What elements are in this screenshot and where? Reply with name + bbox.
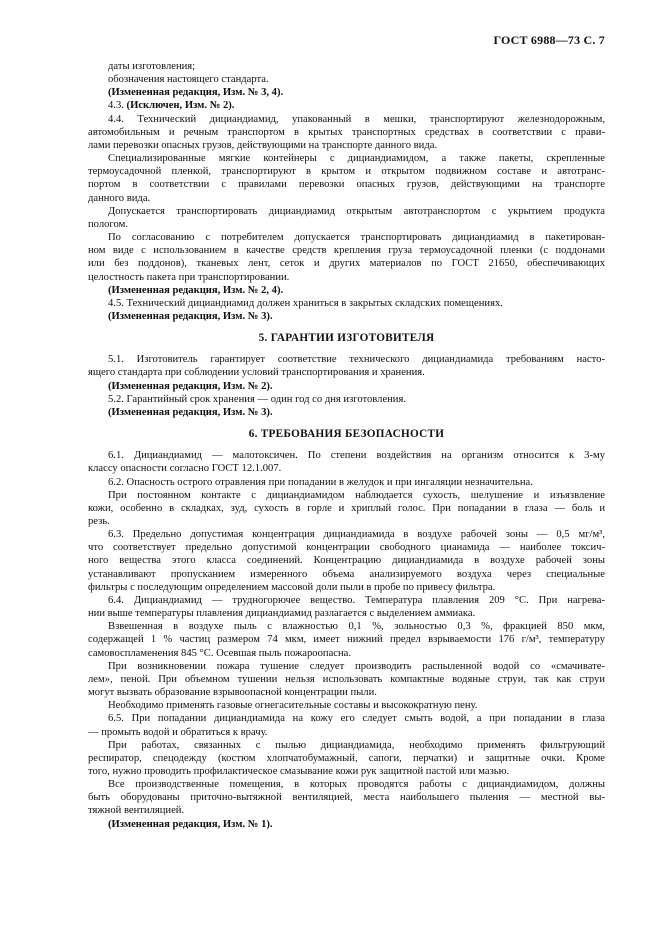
text-line: обозначения настоящего стандарта. bbox=[108, 74, 269, 86]
text-line: даты изготовления; bbox=[108, 61, 196, 72]
amendment-note: (Измененная редакция, Изм. № 3). bbox=[108, 406, 273, 418]
clause-4-3 bbox=[88, 99, 605, 112]
amendment-note: (Измененная редакция, Изм. № 3). bbox=[108, 310, 273, 322]
amendment-note: (Измененная редакция, Изм. № 3, 4). bbox=[108, 87, 284, 99]
text-line: портом в соответствии с правилами перевозки опасных грузов, действующими на транспорте bbox=[88, 179, 605, 191]
text-line: самовоспламенения 845 °С. Осевшая пыль пожароопасна. bbox=[88, 647, 351, 659]
text-line: 6.5. При попадании дициандиамида на кожу его следует смыть водой, а при попадании в глаза bbox=[108, 713, 605, 725]
paragraph bbox=[88, 620, 605, 659]
text-line: целостность пакета при транспортировании. bbox=[88, 271, 290, 283]
text-line: содержащей 1 % частиц размером 74 мкм, имеет нижний предел взрываемости 176 г/м³, температуру bbox=[88, 634, 605, 646]
amendment-note: (Измененная редакция, Изм. № 1). bbox=[108, 818, 273, 830]
text-line: ном виде с использованием в качестве средств крепления груза термоусадочной пленки (с поддонами bbox=[88, 245, 605, 257]
text-line: 5.1. Изготовитель гарантирует соответствие технического дициандиамида требованиям насто- bbox=[108, 354, 605, 366]
text-line: данного вида. bbox=[88, 192, 151, 204]
text-line: автомобильным и речным транспортом в крытых транспортных средствах в соответствии с прави- bbox=[88, 126, 605, 138]
text-line: кожи, особенно в складках, зуд, сухость в горле и хриплый голос. При попадании в глаза — боль и bbox=[88, 502, 605, 514]
list-tail bbox=[88, 60, 605, 86]
text-line: лами перевозки опасных грузов, действующими на транспорте данного вида. bbox=[88, 139, 438, 151]
text-line: По согласованию с потребителем допускается транспортировать дициандиамид в пакетирован- bbox=[108, 232, 605, 244]
text-line: 4.4. Технический дициандиамид, упакованный в мешки, транспортируют железнодорожным, bbox=[108, 113, 605, 125]
text-line: классу опасности согласно ГОСТ 12.1.007. bbox=[88, 463, 282, 475]
text-line: При работах, связанных с пылью дициандиамида, необходимо применять фильтрующий bbox=[108, 739, 605, 751]
clause-6-5 bbox=[88, 712, 605, 738]
clause-5-1 bbox=[88, 353, 605, 379]
clause-5-2: 5.2. Гарантийный срок хранения — один год со дня изготовления. bbox=[108, 393, 406, 405]
paragraph bbox=[88, 778, 605, 817]
section-heading-6: 6. ТРЕБОВАНИЯ БЕЗОПАСНОСТИ bbox=[248, 428, 445, 441]
text-line: тяжной вентиляцией. bbox=[88, 805, 185, 817]
paragraph bbox=[88, 152, 605, 205]
page-content bbox=[88, 60, 605, 831]
amendment-note: (Измененная редакция, Изм. № 2). bbox=[108, 380, 273, 392]
text-line: быть оборудованы приточно-вытяжной вентиляцией, места наибольшего пыления — местной вы- bbox=[88, 792, 605, 804]
paragraph bbox=[88, 231, 605, 284]
text-line: или без поддонов), тканевых лент, сеток и других материалов по ГОСТ 21650, обеспечивающих bbox=[88, 258, 605, 270]
text-line: что соответствует предельно допустимой концентрации свободного цианамида — наиболее токсич- bbox=[88, 542, 605, 554]
text-line: того, нужно проводить профилактическое смазывание кожи рук защитной пастой или мазью. bbox=[88, 765, 510, 777]
clause-number: 4.3. bbox=[108, 100, 124, 112]
text-line: устанавливают пропусканием измеренного объема анализируемого воздуха через специальные bbox=[88, 568, 605, 580]
section-heading-5: 5. ГАРАНТИИ ИЗГОТОВИТЕЛЯ bbox=[258, 332, 435, 345]
text-line: ного вещества этого класса соединений. Концентрацию дициандиамида в воздухе рабочей зоны bbox=[88, 555, 605, 567]
text-line: — промыть водой и обратиться к врачу. bbox=[88, 726, 268, 738]
text-line: Все производственные помещения, в которых проводятся работы с дициандиамидом, должны bbox=[108, 779, 605, 791]
text-line: лем», пеной. При объемном тушении нельзя использовать компактные водяные струи, так как струи bbox=[88, 673, 605, 685]
clause-6-3 bbox=[88, 528, 605, 594]
paragraph bbox=[88, 660, 605, 699]
text-line: Допускается транспортировать дициандиамид открытым автотранспортом с укрытием продукта bbox=[108, 205, 605, 217]
text-line: ящего стандарта при соблюдении условий транспортирования и хранения. bbox=[88, 367, 425, 379]
clause-4-4 bbox=[88, 113, 605, 152]
amendment-note: (Измененная редакция, Изм. № 2, 4). bbox=[108, 284, 284, 296]
text-line: фильтры с последующим определением массовой доли пыли в пробе по привесу фильтра. bbox=[88, 581, 496, 593]
text-line: При возникновении пожара тушение следует производить распыленной водой со «смачивате- bbox=[108, 660, 605, 672]
clause-6-2: 6.2. Опасность острого отравления при попадании в желудок и при ингаляции незначительна. bbox=[108, 476, 533, 488]
clause-6-4 bbox=[88, 594, 605, 620]
text-line: термоусадочной пленкой, транспортируют в крытом и открытом подвижном составе и автотранс- bbox=[88, 166, 605, 178]
running-head: ГОСТ 6988—73 С. 7 bbox=[493, 33, 605, 47]
paragraph bbox=[88, 489, 605, 528]
text-line: При постоянном контакте с дициандиамидом наблюдается сухость, шелушение и изъязвление bbox=[108, 489, 605, 501]
text-line: могут вызвать образование взрывоопасной концентрации пыли. bbox=[88, 687, 377, 699]
text-line: 6.3. Предельно допустимая концентрация дициандиамида в воздухе рабочей зоны — 0,5 мг/м³, bbox=[108, 529, 605, 541]
text-line: резь. bbox=[88, 516, 110, 527]
clause-4-5: 4.5. Технический дициандиамид должен храниться в закрытых складских помещениях. bbox=[108, 297, 503, 309]
clause-6-1 bbox=[88, 449, 605, 475]
text-line: пологом. bbox=[88, 218, 128, 230]
text-line: Специализированные мягкие контейнеры с дициандиамидом, а также пакеты, скрепленные bbox=[108, 153, 605, 165]
text-line: 6.4. Дициандиамид — трудногорючее вещество. Температура плавления 209 °С. При нагрева- bbox=[108, 594, 605, 606]
text-line: нии выше температуры плавления дициандиамид разлагается с выделением аммиака. bbox=[88, 608, 476, 620]
clause-text: (Исключен, Изм. № 2). bbox=[126, 100, 235, 112]
paragraph bbox=[88, 739, 605, 778]
text-line: респиратор, спецодежду (костюм хлопчатобумажный, сапоги, перчатки) и защитные очки. Кроме bbox=[88, 752, 605, 764]
text-line: 6.1. Дициандиамид — малотоксичен. По степени воздействия на организм относится к 3-му bbox=[108, 450, 605, 462]
paragraph bbox=[88, 205, 605, 231]
text-line: Взвешенная в воздухе пыль с влажностью 0,1 %, зольностью 0,3 %, фракцией 850 мкм, bbox=[108, 621, 605, 633]
paragraph: Необходимо применять газовые огнегасительные составы и высокократную пену. bbox=[108, 700, 478, 712]
